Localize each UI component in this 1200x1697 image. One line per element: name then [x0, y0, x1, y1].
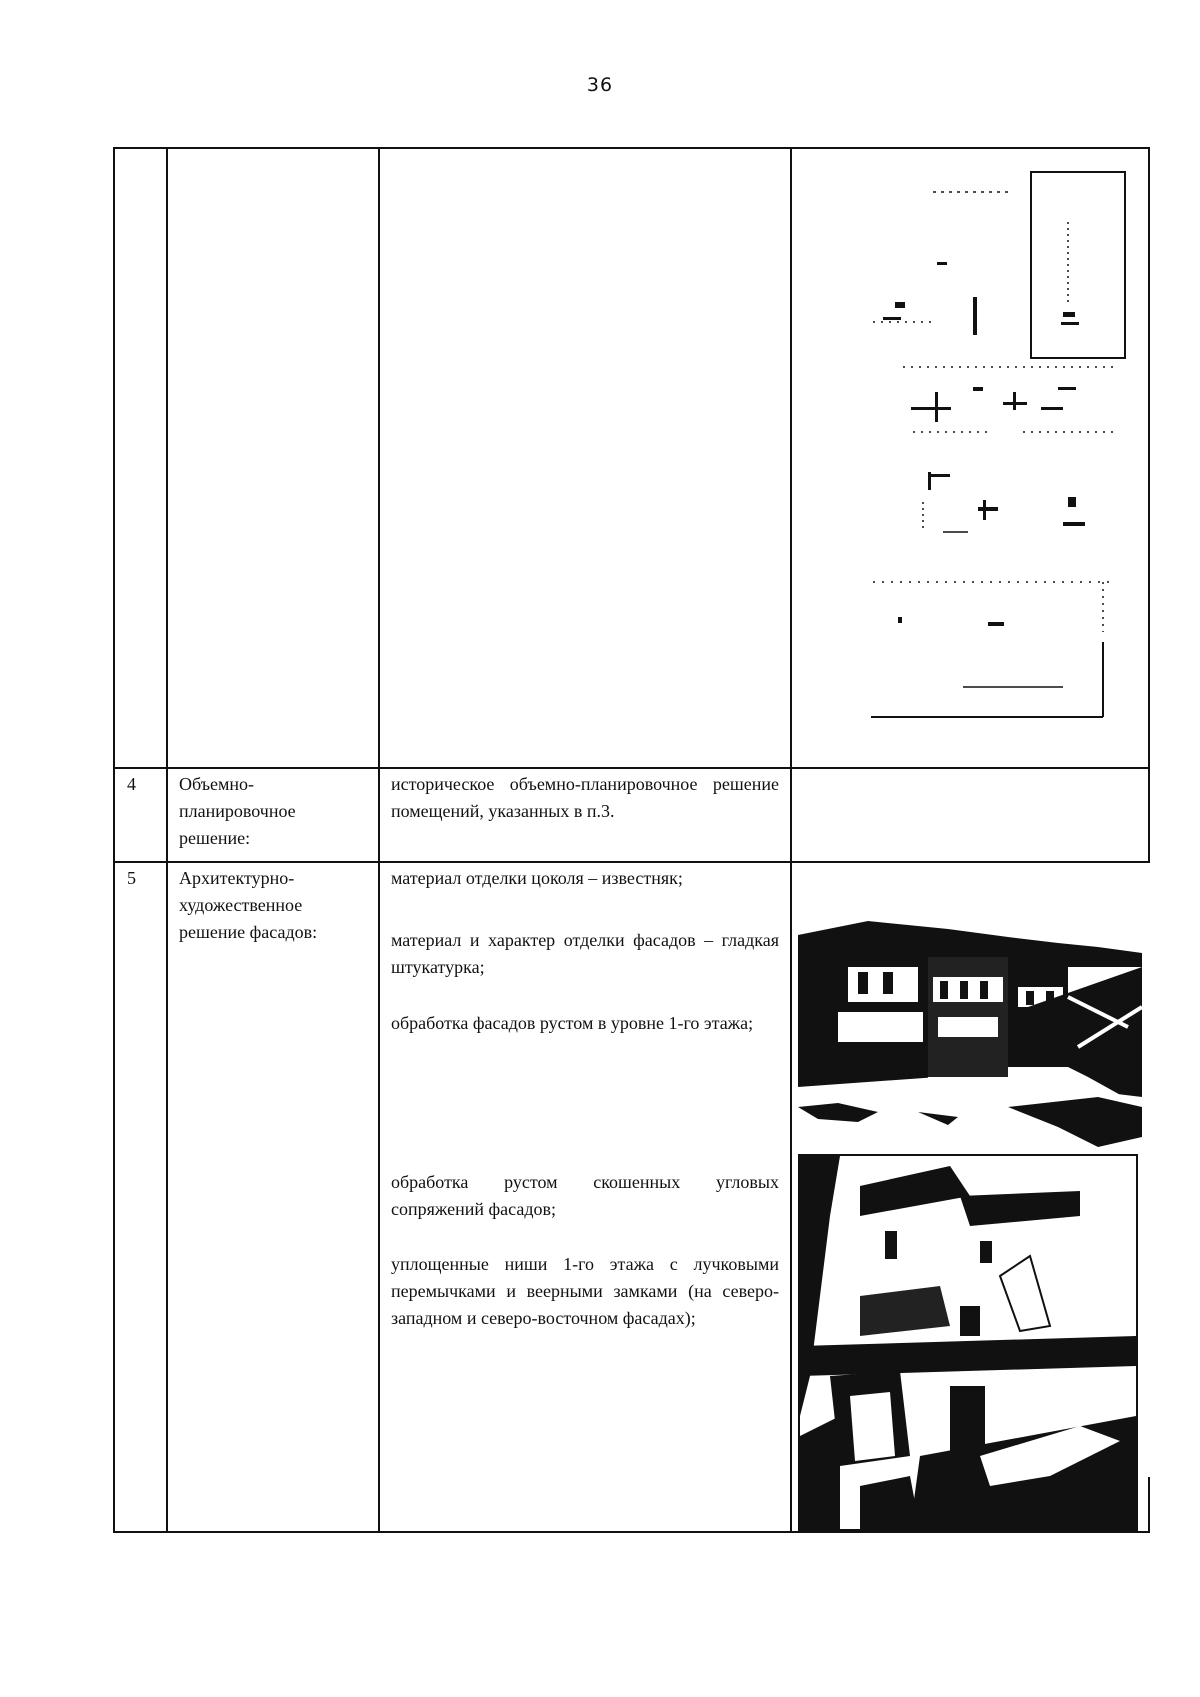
corner-photo-image — [800, 1156, 1136, 1529]
floor-plan-drawing — [813, 162, 1133, 747]
table-border-top — [113, 147, 1150, 149]
page-number: 36 — [586, 74, 614, 96]
building-corner-photo — [798, 1154, 1138, 1531]
row-divider-2 — [113, 861, 1150, 863]
row-number: 4 — [127, 774, 136, 794]
row-name-line: планировочное — [179, 801, 296, 821]
column-divider-2 — [378, 147, 380, 1533]
row-name-line: решение: — [179, 828, 251, 848]
row-description-item: уплощенные ниши 1-го этажа с лучковыми перемычками и веерными замками (на северо-западном и северо-восточном фасадах); — [391, 1254, 779, 1328]
row-description-item: обработка фасадов рустом в уровне 1-го этажа; — [391, 1013, 754, 1033]
row-name — [179, 771, 369, 852]
table-border-right-lower — [1148, 1477, 1150, 1533]
row-name-line: решение фасадов: — [179, 922, 318, 942]
document-table — [113, 147, 1150, 1533]
row-name — [179, 865, 369, 946]
row-name-line: художественное — [179, 895, 303, 915]
row-description-item: материал отделки цоколя – известняк; — [391, 868, 683, 888]
building-facade-photo — [798, 907, 1142, 1147]
table-border-right — [1148, 147, 1150, 862]
row-name-line: Архитектурно- — [179, 868, 295, 888]
row-number: 5 — [127, 868, 136, 888]
column-divider-1 — [166, 147, 168, 1533]
facade-photo-image — [798, 907, 1142, 1147]
table-border-bottom — [113, 1531, 1150, 1533]
floor-plan-icon — [813, 162, 1133, 747]
row-description: историческое объемно-планировочное решение помещений, указанных в п.3. — [391, 774, 779, 821]
row-divider-1 — [113, 767, 1150, 769]
row-name-line: Объемно- — [179, 774, 255, 794]
row-description-item: обработка рустом скошенных угловых сопряжений фасадов; — [391, 1172, 779, 1219]
row-description-item: материал и характер отделки фасадов – гладкая штукатурка; — [391, 930, 779, 977]
table-border-left — [113, 147, 115, 1533]
column-divider-3 — [790, 147, 792, 1533]
